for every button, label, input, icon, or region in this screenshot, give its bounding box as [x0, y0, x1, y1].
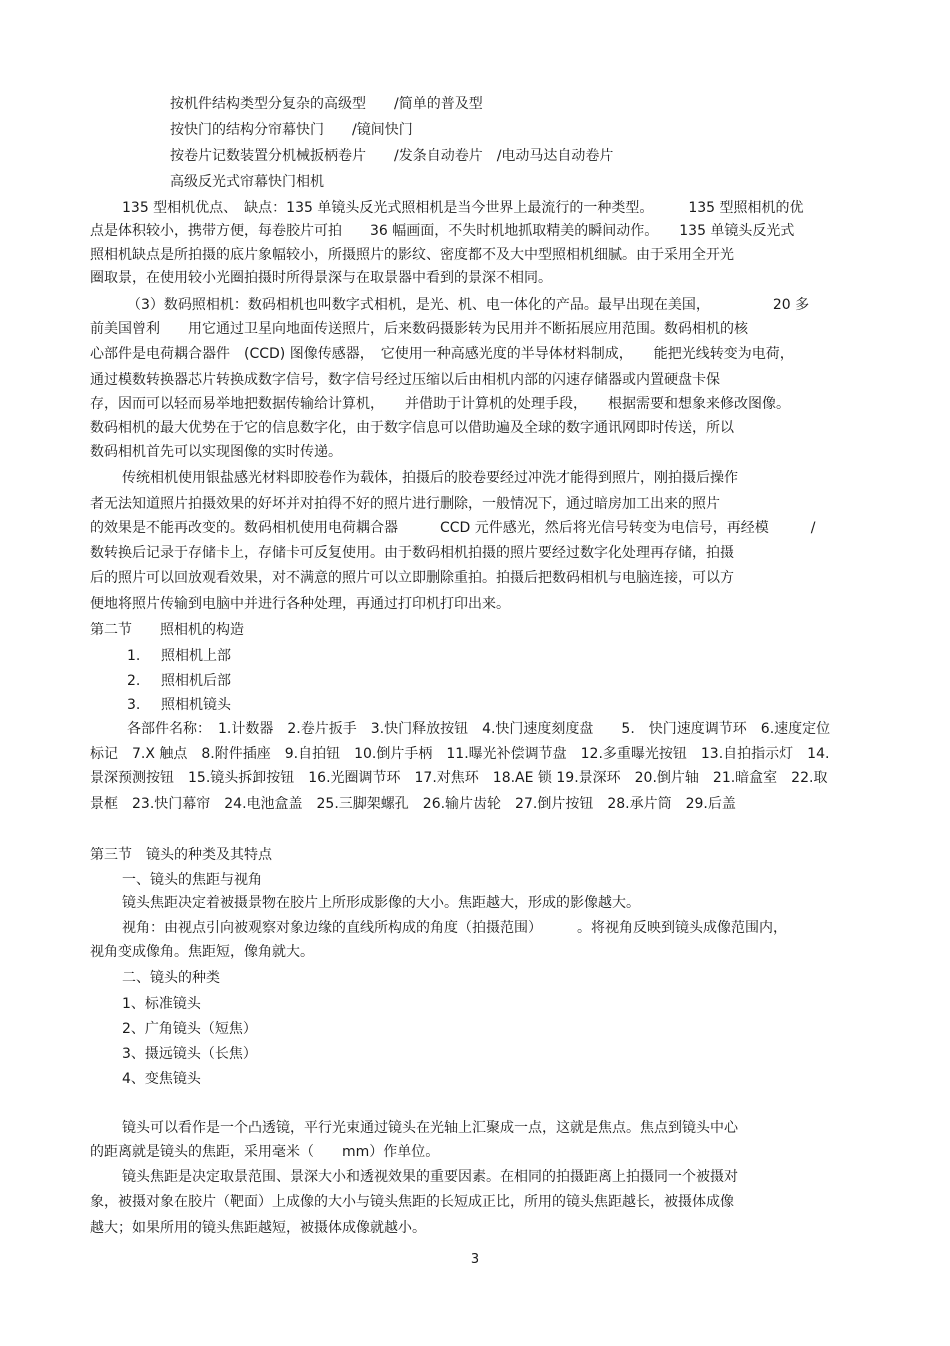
list-text: 照相机后部 — [161, 673, 231, 689]
paragraph-line: 数码相机首先可以实现图像的实时传递。 — [90, 444, 342, 460]
paragraph-line: 便地将照片传输到电脑中并进行各种处理，再通过打印机打印出来。 — [90, 596, 510, 612]
paragraph-line: 圈取景，在使用较小光圈拍摄时所得景深与在取景器中看到的景深不相同。 — [90, 270, 552, 286]
list-number: 1. — [127, 648, 141, 664]
paragraph-line: 的距离就是镜头的焦距，采用毫米（ mm）作单位。 — [90, 1144, 440, 1160]
paragraph-line: 数转换后记录于存储卡上，存储卡可反复使用。由于数码相机拍摄的照片要经过数字化处理再存储，拍摄 — [90, 545, 734, 561]
paragraph-line: 传统相机使用银盐感光材料即胶卷作为载体，拍摄后的胶卷要经过冲洗才能得到照片，刚拍摄后操作 — [122, 470, 738, 486]
paragraph-line: 者无法知道照片拍摄效果的好坏并对拍得不好的照片进行删除，一般情况下，通过暗房加工出来的照片 — [90, 496, 720, 512]
list-item: 1、标准镜头 — [122, 996, 201, 1012]
parts-list-line: 各部件名称： 1.计数器 2.卷片扳手 3.快门释放按钮 4.快门速度刻度盘 5. 快门速度调节环 6.速度定位 — [127, 721, 831, 737]
parts-list-line: 景框 23.快门幕帘 24.电池盒盖 25.三脚架螺孔 26.输片齿轮 27.倒片按钮 28.承片筒 29.后盖 — [90, 796, 736, 812]
paragraph-line: 镜头可以看作是一个凸透镜，平行光束通过镜头在光轴上汇聚成一点，这就是焦点。焦点到镜头中心 — [122, 1120, 738, 1136]
paragraph-line: 通过模数转换器芯片转换成数字信号，数字信号经过压缩以后由相机内部的闪速存储器或内置硬盘卡保 — [90, 372, 720, 388]
list-item — [127, 646, 902, 666]
list-text: 照相机镜头 — [161, 697, 231, 713]
list-item — [127, 695, 902, 715]
paragraph-line: 的效果是不能再改变的。数码相机使用电荷耦合器 CCD 元件感光，然后将光信号转变为电信号，再经模 / — [90, 520, 816, 536]
section-heading: 第三节 镜头的种类及其特点 — [90, 847, 272, 863]
paragraph-line: 越大；如果所用的镜头焦距越短，被摄体成像就越小。 — [90, 1220, 426, 1236]
section-heading: 第二节 照相机的构造 — [90, 622, 244, 638]
parts-list-line: 景深预测按钮 15.镜头拆卸按钮 16.光圈调节环 17.对焦环 18.AE 锁 19.景深环 20.倒片轴 21.暗盒室 22.取 — [90, 770, 828, 786]
paragraph-line: 视角：由视点引向被观察对象边缘的直线所构成的角度（拍摄范围） 。将视角反映到镜头成像范围内， — [122, 920, 787, 936]
paragraph-line: 镜头焦距决定着被摄景物在胶片上所形成影像的大小。焦距越大，形成的影像越大。 — [122, 895, 640, 911]
paragraph-line: （3）数码照相机：数码相机也叫数字式相机，是光、机、电一体化的产品。最早出现在美国， 20 多 — [127, 297, 810, 313]
paragraph-line: 点是体积较小，携带方便，每卷胶片可拍 36 幅画面，不失时机地抓取精美的瞬间动作。 135 单镜头反光式 — [90, 223, 795, 239]
list-text: 照相机上部 — [161, 648, 231, 664]
list-number: 2. — [127, 673, 141, 689]
classification-line-shutter: 按快门的结构分帘幕快门 /镜间快门 — [170, 122, 413, 138]
subsection-heading: 二、镜头的种类 — [122, 970, 220, 986]
paragraph-line: 存，因而可以轻而易举地把数据传输给计算机， 并借助于计算机的处理手段， 根据需要和想象来修改图像。 — [90, 396, 790, 412]
list-item — [127, 671, 902, 691]
parts-list-line: 标记 7.X 触点 8.附件插座 9.自拍钮 10.倒片手柄 11.曝光补偿调节盘 12.多重曝光按钮 13.自拍指示灯 14. — [90, 746, 830, 762]
paragraph-line: 照相机缺点是所拍摄的底片象幅较小，所摄照片的影纹、密度都不及大中型照相机细腻。由于采用全开光 — [90, 247, 734, 263]
classification-line-film-advance: 按卷片记数装置分机械扳柄卷片 /发条自动卷片 /电动马达自动卷片 — [170, 148, 614, 164]
classification-line-advanced: 高级反光式帘幕快门相机 — [170, 174, 324, 190]
subsection-heading: 一、镜头的焦距与视角 — [122, 872, 262, 888]
paragraph-line: 象，被摄对象在胶片（靶面）上成像的大小与镜头焦距的长短成正比，所用的镜头焦距越长，被摄体成像 — [90, 1194, 734, 1210]
paragraph-line: 心部件是电荷耦合器件 (CCD) 图像传感器， 它使用一种高感光度的半导体材料制成， 能把光线转变为电荷， — [90, 346, 794, 362]
paragraph-line: 后的照片可以回放观看效果，对不满意的照片可以立即删除重拍。拍摄后把数码相机与电脑连接，可以方 — [90, 570, 734, 586]
paragraph-line: 135 型相机优点、 缺点：135 单镜头反光式照相机是当今世界上最流行的一种类型。 135 型照相机的优 — [122, 200, 804, 216]
page-number: 3 — [470, 1252, 480, 1267]
paragraph-line: 前美国曾利 用它通过卫星向地面传送照片，后来数码摄影转为民用并不断拓展应用范围。数码相机的核 — [90, 321, 748, 337]
paragraph-line: 数码相机的最大优势在于它的信息数字化，由于数字信息可以借助遍及全球的数字通讯网即时传送，所以 — [90, 420, 734, 436]
paragraph-line: 视角变成像角。焦距短，像角就大。 — [90, 944, 314, 960]
list-number: 3. — [127, 697, 141, 713]
list-item: 4、变焦镜头 — [122, 1071, 201, 1087]
paragraph-line: 镜头焦距是决定取景范围、景深大小和透视效果的重要因素。在相同的拍摄距离上拍摄同一个被摄对 — [122, 1169, 738, 1185]
list-item: 2、广角镜头（短焦） — [122, 1021, 257, 1037]
list-item: 3、摄远镜头（长焦） — [122, 1046, 257, 1062]
classification-line-structure: 按机件结构类型分复杂的高级型 /简单的普及型 — [170, 96, 483, 112]
